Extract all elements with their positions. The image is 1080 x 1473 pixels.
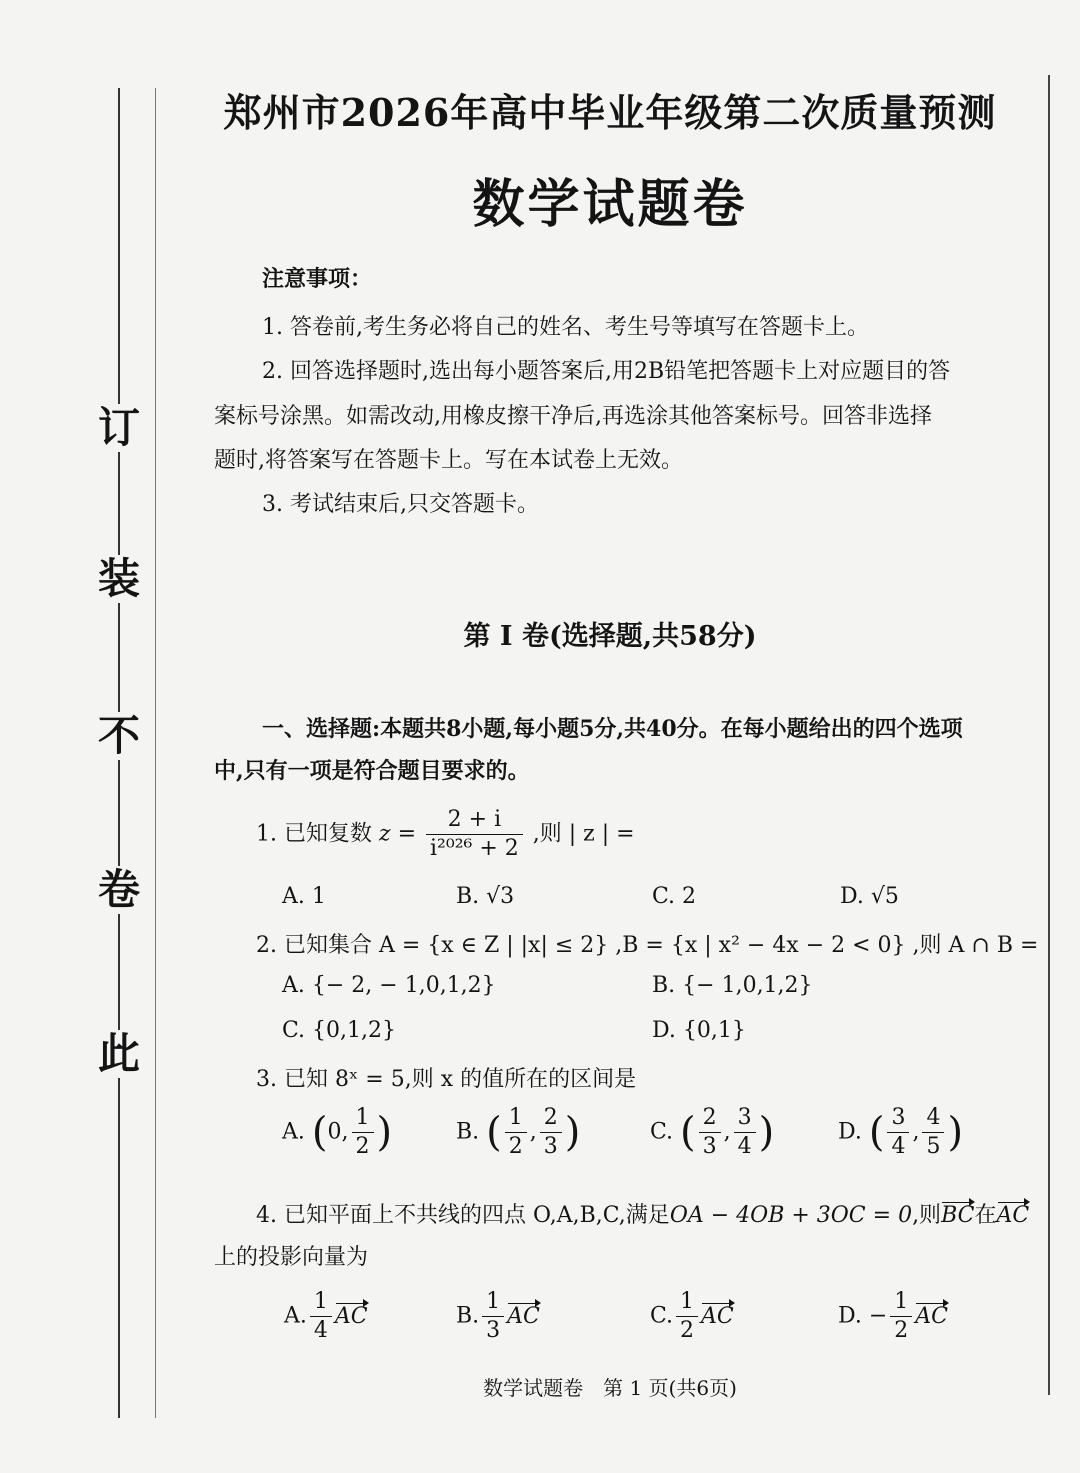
page-footer: 数学试题卷 第 1 页(共6页): [483, 1376, 737, 1400]
q4-stem-b: ,则: [912, 1203, 942, 1228]
section-instructions-1: 一、选择题:本题共8小题,每小题5分,共40分。在每小题给出的四个选项: [262, 716, 963, 742]
q1-var: z =: [378, 821, 417, 847]
binding-char-3: 不: [97, 711, 140, 760]
q3-b-left-num: 1: [505, 1104, 527, 1133]
binding-char-2: 装: [97, 554, 140, 603]
q4-d-sign: −: [868, 1303, 888, 1329]
q3-a-left: 0: [327, 1119, 342, 1145]
q4-a-num: 1: [310, 1288, 332, 1317]
notice-item-2-cont2: 题时,将答案写在答题卡上。写在本试卷上无效。: [214, 448, 683, 473]
q1-option-d: D. √5: [840, 884, 899, 909]
q3-option-d: D. ( $\frac{3}{4}$ , $\frac{4}{5}$ ): [838, 1105, 964, 1159]
q4-option-c-label: C.: [650, 1303, 674, 1329]
page-border-right: [1048, 75, 1050, 1395]
q3-d-right-den: 5: [926, 1134, 941, 1159]
question-4: [256, 1198, 1029, 1229]
q4-option-a: [284, 1288, 368, 1345]
q1-fraction: [426, 806, 523, 863]
q3-option-a: A. (0, $\frac{1}{2}$ ): [282, 1105, 393, 1159]
q3-a-right-den: 2: [355, 1134, 370, 1159]
q4-vec-ac: AC: [996, 1203, 1030, 1228]
q3-option-c: C. ( $\frac{2}{3}$ , $\frac{3}{4}$ ): [650, 1105, 775, 1159]
binding-char-5: 此: [97, 1029, 140, 1078]
q4-option-d-label: D.: [838, 1303, 862, 1329]
q4-d-den: 2: [894, 1318, 909, 1343]
notice-item-1: 1. 答卷前,考生务必将自己的姓名、考生号等填写在答题卡上。: [262, 315, 869, 340]
q4-stem-a: 4. 已知平面上不共线的四点 O,A,B,C,满足: [256, 1203, 670, 1228]
q1-numerator: 2 + i: [426, 806, 523, 835]
q4-option-b: [456, 1288, 540, 1345]
question-3: 3. 已知 8ˣ = 5,则 x 的值所在的区间是: [256, 1067, 637, 1092]
q3-c-left-num: 2: [699, 1104, 721, 1133]
q4-a-vec: AC: [334, 1303, 368, 1329]
q4-vec-bc: BC: [941, 1203, 975, 1228]
exam-title: 郑州市2026年高中毕业年级第二次质量预测: [223, 90, 997, 135]
notice-item-2: 2. 回答选择题时,选出每小题答案后,用2B铅笔把答题卡上对应题目的答: [262, 359, 951, 384]
notice-heading: 注意事项：: [262, 266, 373, 292]
q3-option-b: B. ( $\frac{1}{2}$ , $\frac{2}{3}$ ): [456, 1105, 581, 1159]
q1-option-c: C. 2: [652, 884, 697, 909]
q4-option-d: [838, 1288, 948, 1345]
question-4-line2: 上的投影向量为: [214, 1245, 369, 1270]
notice-item-3: 3. 考试结束后,只交答题卡。: [262, 492, 539, 517]
binding-char-1: 订: [97, 403, 140, 452]
q3-b-left-den: 2: [508, 1134, 523, 1159]
q1-denominator: i²⁰²⁶ + 2: [430, 836, 519, 861]
section-instructions-2: 中,只有一项是符合题目要求的。: [214, 758, 530, 784]
q3-c-right-den: 4: [737, 1134, 752, 1159]
q3-a-right-num: 1: [352, 1104, 374, 1133]
q4-d-vec: AC: [915, 1303, 949, 1329]
q3-d-right-num: 4: [922, 1104, 944, 1133]
binding-char-4: 卷: [97, 865, 140, 914]
q3-option-c-label: C.: [650, 1119, 674, 1145]
q4-c-den: 2: [680, 1318, 695, 1343]
q1-prefix: 1. 已知复数: [256, 821, 372, 847]
q3-c-left-den: 3: [702, 1134, 717, 1159]
q4-option-b-label: B.: [456, 1303, 480, 1329]
q4-b-vec: AC: [507, 1303, 540, 1329]
binding-line-inner: [155, 88, 156, 1418]
q3-d-left-num: 3: [887, 1104, 909, 1133]
q4-c-vec: AC: [701, 1303, 734, 1329]
q3-b-right-den: 3: [543, 1134, 558, 1159]
q4-a-den: 4: [313, 1318, 328, 1343]
q4-b-den: 3: [486, 1318, 501, 1343]
q3-c-right-num: 3: [734, 1104, 756, 1133]
q4-stem-c: 在: [974, 1203, 997, 1228]
q3-option-a-label: A.: [282, 1119, 305, 1145]
q1-option-b: B. √3: [456, 884, 515, 909]
q1-suffix: ,则 | z | =: [532, 821, 635, 847]
q2-option-d: D. {0,1}: [652, 1018, 746, 1043]
q2-option-c: C. {0,1,2}: [282, 1018, 397, 1043]
question-1: [256, 806, 635, 863]
q4-d-num: 1: [890, 1288, 912, 1317]
question-2: 2. 已知集合 A = {x ∈ Z | |x| ≤ 2} ,B = {x | x² − 4x − 2 < 0} ,则 A ∩ B =: [256, 933, 1039, 958]
section-heading: 第 Ⅰ 卷(选择题,共58分): [463, 621, 757, 652]
q2-option-a: A. {− 2, − 1,0,1,2}: [282, 973, 496, 998]
q3-b-right-num: 2: [540, 1104, 562, 1133]
q4-c-num: 1: [676, 1288, 698, 1317]
q4-b-num: 1: [482, 1288, 504, 1317]
q4-option-a-label: A.: [284, 1303, 307, 1329]
q4-option-c: [650, 1288, 734, 1345]
q1-option-a: A. 1: [282, 884, 326, 909]
q3-option-d-label: D.: [838, 1119, 862, 1145]
q3-d-left-den: 4: [891, 1134, 906, 1159]
q3-option-b-label: B.: [456, 1119, 480, 1145]
exam-subtitle: 数学试题卷: [472, 174, 748, 235]
q2-option-b: B. {− 1,0,1,2}: [652, 973, 813, 998]
q4-equation: OA − 4OB + 3OC = 0: [669, 1203, 913, 1228]
notice-item-2-cont: 案标号涂黑。如需改动,用橡皮擦干净后,再选涂其他答案标号。回答非选择: [214, 404, 932, 429]
